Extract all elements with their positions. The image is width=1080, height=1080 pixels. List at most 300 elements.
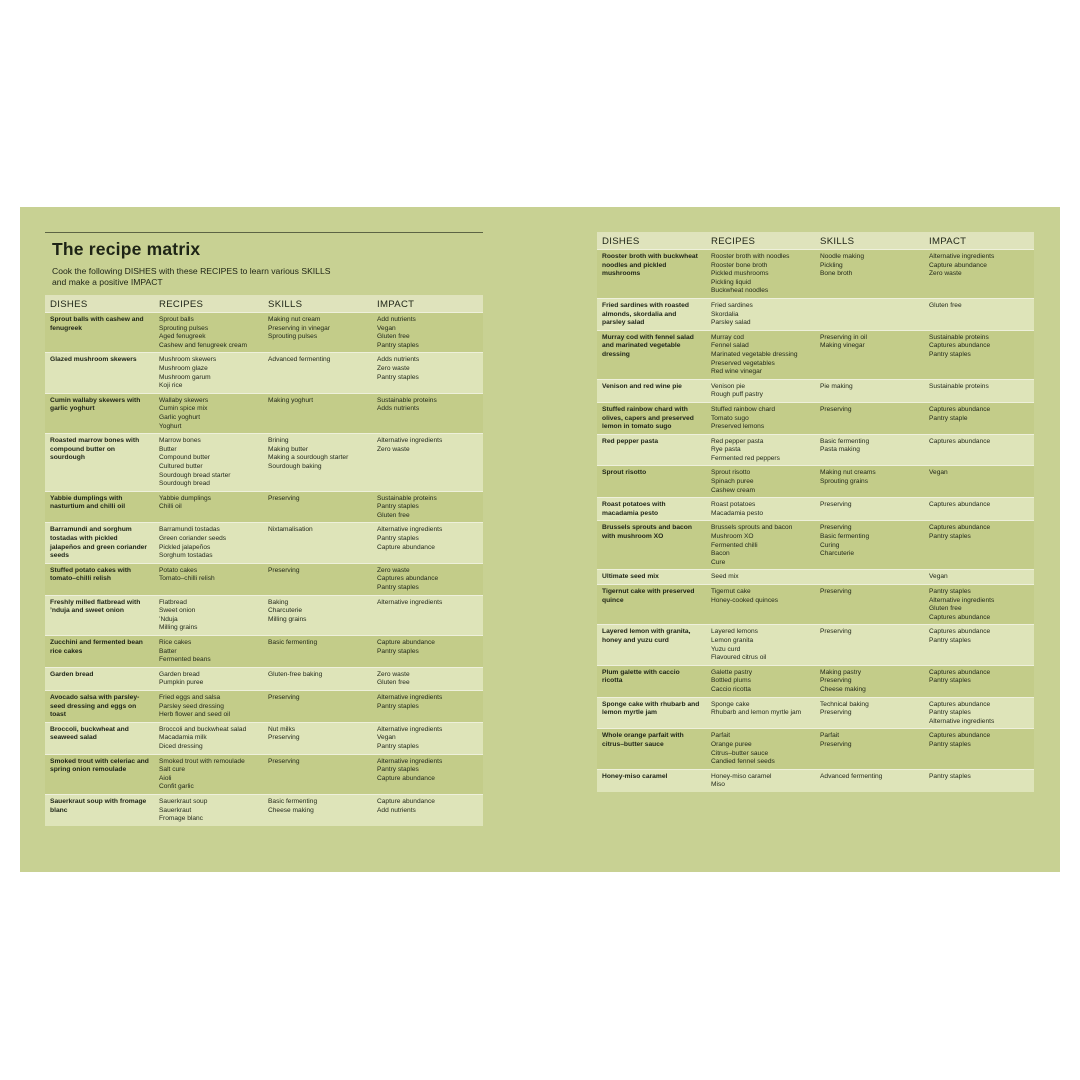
recipes-cell: [706, 729, 815, 769]
impact-cell: [372, 434, 483, 492]
dish-cell: [45, 722, 154, 754]
recipes-item: Aioli: [159, 774, 172, 782]
impact-cell: [372, 393, 483, 433]
impact-item: Pantry staples: [377, 766, 419, 774]
impact-item: Pantry staples: [377, 584, 419, 592]
recipes-item: Buckwheat noodles: [711, 287, 769, 295]
impact-item: Alternative ingredients: [377, 693, 443, 701]
impact-item: Sustainable proteins: [377, 494, 437, 502]
table-row: [45, 722, 483, 754]
skills-item: Preserving: [820, 524, 852, 532]
dish-name: Venison and red wine pie: [602, 382, 682, 390]
recipes-item: Batter: [159, 647, 177, 655]
recipes-cell: [706, 402, 815, 434]
skills-item: Cheese making: [820, 685, 866, 693]
impact-item: Alternative ingredients: [929, 717, 995, 725]
impact-item: Sustainable proteins: [929, 382, 989, 390]
skills-cell: [815, 498, 924, 521]
recipes-item: Fried eggs and salsa: [159, 693, 221, 701]
impact-item: Captures abundance: [929, 524, 991, 532]
dish-cell: [597, 729, 706, 769]
recipes-item: Wallaby skewers: [159, 396, 209, 404]
recipes-item: Pickled jalapeños: [159, 543, 211, 551]
recipes-item: Cashew and fenugreek cream: [159, 341, 247, 349]
skills-item: Preserving: [820, 709, 852, 717]
impact-cell: [372, 667, 483, 690]
skills-item: Preserving: [820, 740, 852, 748]
impact-item: Alternative ingredients: [929, 253, 995, 260]
table-header-row: [597, 232, 1034, 250]
impact-item: Vegan: [377, 734, 396, 742]
skills-item: Making butter: [268, 445, 308, 453]
skills-item: Preserving: [820, 405, 852, 413]
page-title: The recipe matrix: [52, 239, 201, 259]
header-impact: IMPACT: [924, 232, 1034, 250]
recipes-cell: [154, 595, 263, 635]
recipes-cell: [706, 570, 815, 585]
dish-cell: [597, 250, 706, 299]
impact-item: Sustainable proteins: [377, 396, 437, 404]
dish-cell: [45, 794, 154, 825]
recipes-item: Fromage blanc: [159, 815, 203, 823]
skills-cell: [815, 379, 924, 402]
recipes-item: Bottled plums: [711, 677, 751, 685]
skills-cell: [263, 563, 372, 595]
recipes-item: Galette pastry: [711, 668, 753, 676]
table-row: [45, 794, 483, 825]
recipes-item: Bacon: [711, 550, 730, 558]
table-row: [45, 523, 483, 563]
recipes-item: Sponge cake: [711, 700, 750, 708]
table-row: [597, 769, 1034, 792]
impact-cell: [372, 754, 483, 794]
table-row: [597, 402, 1034, 434]
impact-item: Gluten free: [929, 605, 962, 613]
dish-name: Roast potatoes with macadamia pesto: [602, 501, 666, 517]
recipes-item: Caccio ricotta: [711, 685, 751, 693]
skills-item: Preserving: [820, 501, 852, 509]
impact-item: Capture abundance: [377, 797, 435, 805]
recipes-item: Fermented beans: [159, 656, 211, 664]
recipes-item: Diced dressing: [159, 742, 203, 750]
impact-item: Gluten free: [377, 511, 410, 519]
skills-cell: [263, 491, 372, 523]
intro-line: Cook the following DISHES with these RECIPES to learn various SKILLS: [52, 266, 331, 276]
book-spread: [20, 207, 1060, 872]
impact-cell: [924, 697, 1034, 729]
recipes-item: Fermented red peppers: [711, 454, 780, 462]
table-row: [597, 729, 1034, 769]
skills-cell: [815, 585, 924, 625]
header-skills: SKILLS: [815, 232, 924, 250]
recipes-item: Red wine vinegar: [711, 368, 762, 376]
header-impact: IMPACT: [372, 295, 483, 313]
skills-cell: [263, 523, 372, 563]
impact-cell: [924, 330, 1034, 379]
dish-cell: [597, 521, 706, 570]
impact-cell: [924, 665, 1034, 697]
impact-item: Pantry staples: [377, 535, 419, 543]
recipes-item: Red pepper pasta: [711, 437, 764, 445]
right-page: [597, 232, 1034, 792]
skills-item: Making pastry: [820, 668, 862, 676]
skills-cell: [263, 434, 372, 492]
recipes-item: Sweet onion: [159, 607, 196, 615]
skills-item: Preserving in oil: [820, 333, 867, 341]
recipe-matrix-table-left: [45, 295, 483, 826]
recipes-item: Butter: [159, 445, 177, 453]
table-row: [597, 250, 1034, 299]
skills-item: Making yoghurt: [268, 396, 314, 404]
skills-item: Sourdough baking: [268, 462, 322, 470]
impact-item: Capture abundance: [377, 639, 435, 646]
recipes-item: ’Nduja: [159, 615, 178, 623]
skills-item: Making vinegar: [820, 342, 865, 350]
recipes-item: Cashew cream: [711, 486, 755, 494]
recipes-cell: [706, 330, 815, 379]
skills-cell: [815, 570, 924, 585]
recipes-item: Parfait: [711, 732, 731, 740]
impact-cell: [372, 690, 483, 722]
recipes-cell: [706, 585, 815, 625]
impact-cell: [924, 298, 1034, 330]
recipes-item: Rough puff pastry: [711, 391, 763, 399]
recipes-cell: [154, 794, 263, 825]
table-row: [45, 667, 483, 690]
skills-cell: [815, 521, 924, 570]
recipes-item: Mushroom XO: [711, 533, 754, 541]
dish-cell: [45, 523, 154, 563]
dish-name: Plum galette with caccio ricotta: [602, 668, 680, 685]
skills-cell: [263, 754, 372, 794]
recipes-item: Broccoli and buckwheat salad: [159, 725, 247, 733]
impact-item: Captures abundance: [929, 700, 991, 708]
recipes-item: Marrow bones: [159, 437, 201, 445]
header-recipes: RECIPES: [706, 232, 815, 250]
dish-name: Whole orange parfait with citrus–butter sauce: [602, 732, 684, 748]
recipes-item: Smoked trout with remoulade: [159, 757, 245, 765]
dish-cell: [597, 298, 706, 330]
skills-item: Basic fermenting: [820, 437, 870, 445]
dish-cell: [45, 636, 154, 668]
skills-cell: [263, 636, 372, 668]
dish-cell: [45, 434, 154, 492]
recipes-item: Cumin spice mix: [159, 405, 208, 413]
recipes-item: Chilli oil: [159, 503, 182, 511]
dish-cell: [597, 585, 706, 625]
table-row: [45, 636, 483, 668]
impact-item: Capture abundance: [377, 543, 435, 551]
skills-cell: [815, 729, 924, 769]
dish-name: Freshly milled flatbread with ’nduja and sweet onion: [50, 598, 141, 615]
skills-cell: [815, 402, 924, 434]
intro-text: [52, 266, 483, 288]
intro-line: and make a positive IMPACT: [52, 277, 163, 287]
recipes-item: Green coriander seeds: [159, 535, 227, 543]
recipes-item: Miso: [711, 781, 725, 789]
dish-name: Avocado salsa with parsley-seed dressing and eggs on toast: [50, 693, 140, 719]
impact-item: Pantry staples: [929, 588, 971, 595]
impact-item: Captures abundance: [929, 342, 991, 350]
impact-cell: [924, 570, 1034, 585]
recipes-cell: [706, 697, 815, 729]
skills-cell: [263, 690, 372, 722]
header-dishes: DISHES: [45, 295, 154, 313]
impact-item: Zero waste: [377, 670, 410, 678]
impact-item: Zero waste: [377, 364, 410, 372]
skills-item: Making nut creams: [820, 469, 876, 477]
impact-item: Captures abundance: [929, 613, 991, 621]
table-header-row: [45, 295, 483, 313]
impact-cell: [372, 595, 483, 635]
recipes-item: Rooster broth with noodles: [711, 253, 790, 260]
recipes-item: Macadamia pesto: [711, 509, 764, 517]
skills-item: Baking: [268, 598, 289, 606]
recipes-item: Sprout balls: [159, 316, 194, 323]
impact-item: Pantry staples: [929, 709, 971, 717]
impact-cell: [924, 379, 1034, 402]
table-row: [597, 466, 1034, 498]
impact-item: Pantry staples: [377, 341, 419, 349]
title-rule: [45, 232, 483, 233]
recipes-item: Garlic yoghurt: [159, 413, 201, 421]
recipes-item: Parsley seed dressing: [159, 702, 224, 710]
recipes-item: Honey-cooked quinces: [711, 596, 779, 604]
skills-item: Sprouting grains: [820, 478, 869, 486]
recipes-item: Candied fennel seeds: [711, 758, 775, 766]
impact-cell: [372, 313, 483, 353]
recipes-item: Sprout risotto: [711, 469, 751, 477]
impact-cell: [924, 498, 1034, 521]
impact-item: Alternative ingredients: [377, 757, 443, 765]
recipes-cell: [154, 754, 263, 794]
recipes-item: Sauerkraut: [159, 806, 192, 814]
table-row: [45, 313, 483, 353]
header-skills: SKILLS: [263, 295, 372, 313]
recipes-item: Pumpkin puree: [159, 679, 204, 687]
impact-cell: [924, 625, 1034, 665]
table-body-left: [45, 313, 483, 826]
impact-cell: [924, 769, 1034, 792]
dish-name: Sprout risotto: [602, 469, 647, 477]
skills-cell: [263, 313, 372, 353]
impact-item: Pantry staples: [929, 677, 971, 685]
skills-item: Pie making: [820, 382, 853, 390]
dish-cell: [597, 697, 706, 729]
impact-item: Gluten free: [929, 301, 962, 309]
impact-cell: [372, 353, 483, 393]
impact-item: Zero waste: [929, 270, 962, 278]
dish-cell: [597, 665, 706, 697]
skills-item: Preserving: [820, 677, 852, 685]
skills-item: Basic fermenting: [820, 533, 870, 541]
impact-item: Pantry staples: [929, 772, 971, 780]
recipes-item: Confit garlic: [159, 783, 194, 791]
recipes-item: Cure: [711, 558, 726, 566]
skills-cell: [815, 625, 924, 665]
table-row: [45, 393, 483, 433]
recipes-item: Salt cure: [159, 766, 186, 774]
impact-item: Captures abundance: [929, 732, 991, 740]
dish-cell: [45, 667, 154, 690]
recipes-item: Sauerkraut soup: [159, 797, 208, 805]
table-row: [597, 298, 1034, 330]
recipes-cell: [706, 498, 815, 521]
impact-cell: [372, 563, 483, 595]
table-row: [45, 690, 483, 722]
table-row: [597, 379, 1034, 402]
dish-name: Ultimate seed mix: [602, 573, 659, 581]
dish-cell: [45, 754, 154, 794]
table-row: [45, 353, 483, 393]
recipes-item: Citrus–butter sauce: [711, 749, 769, 757]
recipes-cell: [154, 313, 263, 353]
skills-cell: [815, 665, 924, 697]
dish-name: Stuffed rainbow chard with olives, capers and preserved lemon in tomato sugo: [602, 405, 694, 431]
dish-name: Brussels sprouts and bacon with mushroom XO: [602, 524, 692, 541]
recipes-item: Rice cakes: [159, 639, 192, 646]
table-body-right: [597, 250, 1034, 792]
dish-name: Sprout balls with cashew and fenugreek: [50, 316, 144, 332]
recipes-item: Venison pie: [711, 382, 746, 390]
skills-item: Advanced fermenting: [268, 356, 331, 364]
recipes-item: Tigernut cake: [711, 588, 751, 595]
recipes-item: Macadamia milk: [159, 734, 207, 742]
dish-name: Layered lemon with granita, honey and yuzu curd: [602, 628, 691, 644]
skills-item: Charcuterie: [820, 550, 855, 558]
recipes-cell: [706, 521, 815, 570]
dish-name: Fried sardines with roasted almonds, skordalia and parsley salad: [602, 301, 689, 327]
table-row: [597, 570, 1034, 585]
dish-cell: [597, 769, 706, 792]
recipes-item: Mushroom skewers: [159, 356, 217, 364]
impact-cell: [372, 794, 483, 825]
skills-item: Pickling: [820, 261, 843, 269]
dish-cell: [45, 491, 154, 523]
skills-item: Preserving: [268, 757, 300, 765]
impact-item: Pantry staples: [929, 350, 971, 358]
dish-cell: [597, 379, 706, 402]
recipes-item: Sourdough bread starter: [159, 471, 231, 479]
recipes-item: Herb flower and seed oil: [159, 711, 231, 719]
dish-name: Barramundi and sorghum tostadas with pickled jalapeños and green coriander seeds: [50, 526, 147, 560]
recipes-item: Brussels sprouts and bacon: [711, 524, 793, 532]
recipes-item: Stuffed rainbow chard: [711, 405, 776, 413]
recipes-cell: [706, 250, 815, 299]
dish-name: Cumin wallaby skewers with garlic yoghurt: [50, 396, 141, 413]
table-row: [597, 625, 1034, 665]
impact-item: Alternative ingredients: [377, 598, 443, 606]
impact-cell: [924, 466, 1034, 498]
table-row: [45, 491, 483, 523]
recipes-item: Spinach puree: [711, 478, 754, 486]
recipes-item: Sourdough bread: [159, 480, 210, 488]
recipes-item: Preserved lemons: [711, 423, 765, 431]
recipes-item: Koji rice: [159, 382, 183, 390]
table-row: [45, 434, 483, 492]
recipes-item: Orange puree: [711, 740, 752, 748]
impact-cell: [924, 585, 1034, 625]
impact-item: Alternative ingredients: [929, 596, 995, 604]
impact-item: Alternative ingredients: [377, 725, 443, 733]
recipes-cell: [706, 625, 815, 665]
impact-item: Alternative ingredients: [377, 437, 443, 445]
skills-item: Preserving: [820, 588, 852, 595]
recipes-cell: [154, 353, 263, 393]
recipes-item: Fried sardines: [711, 301, 753, 309]
skills-cell: [263, 393, 372, 433]
impact-item: Add nutrients: [377, 806, 416, 814]
recipes-item: Tomato–chilli relish: [159, 575, 215, 583]
impact-item: Sustainable proteins: [929, 333, 989, 341]
impact-item: Capture abundance: [929, 261, 987, 269]
skills-cell: [815, 697, 924, 729]
dish-cell: [597, 570, 706, 585]
skills-cell: [815, 466, 924, 498]
left-page: [45, 232, 483, 826]
recipes-cell: [154, 667, 263, 690]
impact-cell: [372, 636, 483, 668]
recipes-cell: [154, 636, 263, 668]
recipes-cell: [154, 563, 263, 595]
dish-cell: [597, 498, 706, 521]
impact-cell: [372, 491, 483, 523]
skills-cell: [263, 595, 372, 635]
recipes-cell: [154, 722, 263, 754]
impact-cell: [924, 402, 1034, 434]
dish-name: Sponge cake with rhubarb and lemon myrtle jam: [602, 700, 700, 717]
impact-item: Gluten free: [377, 333, 410, 341]
skills-item: Preserving: [268, 566, 300, 574]
recipes-item: Murray cod: [711, 333, 744, 341]
recipes-cell: [154, 523, 263, 563]
recipes-item: Compound butter: [159, 454, 210, 462]
recipes-item: Mushroom garum: [159, 373, 211, 381]
impact-item: Pantry staples: [929, 533, 971, 541]
impact-item: Vegan: [929, 573, 948, 581]
table-row: [45, 754, 483, 794]
recipes-item: Flatbread: [159, 598, 187, 606]
recipes-item: Cultured butter: [159, 462, 203, 470]
table-row: [597, 498, 1034, 521]
dish-name: Tigernut cake with preserved quince: [602, 588, 695, 604]
skills-item: Preserving: [820, 628, 852, 636]
skills-cell: [815, 434, 924, 466]
table-row: [597, 330, 1034, 379]
impact-cell: [924, 521, 1034, 570]
skills-item: Technical baking: [820, 700, 869, 708]
dish-name: Garden bread: [50, 670, 94, 678]
impact-item: Captures abundance: [929, 501, 991, 509]
skills-item: Making a sourdough starter: [268, 454, 349, 462]
impact-item: Adds nutrients: [377, 405, 420, 413]
recipes-cell: [154, 491, 263, 523]
impact-item: Pantry staples: [929, 740, 971, 748]
skills-item: Milling grains: [268, 615, 307, 623]
table-row: [45, 563, 483, 595]
recipes-item: Potato cakes: [159, 566, 198, 574]
recipes-cell: [706, 665, 815, 697]
recipes-item: Tomato sugo: [711, 414, 749, 422]
recipes-item: Aged fenugreek: [159, 333, 206, 341]
recipes-item: Mushroom glaze: [159, 364, 208, 372]
table-row: [597, 434, 1034, 466]
recipes-item: Yuzu curd: [711, 645, 741, 653]
skills-item: Brining: [268, 437, 289, 445]
recipes-item: Milling grains: [159, 624, 198, 632]
dish-cell: [45, 393, 154, 433]
dish-cell: [45, 563, 154, 595]
